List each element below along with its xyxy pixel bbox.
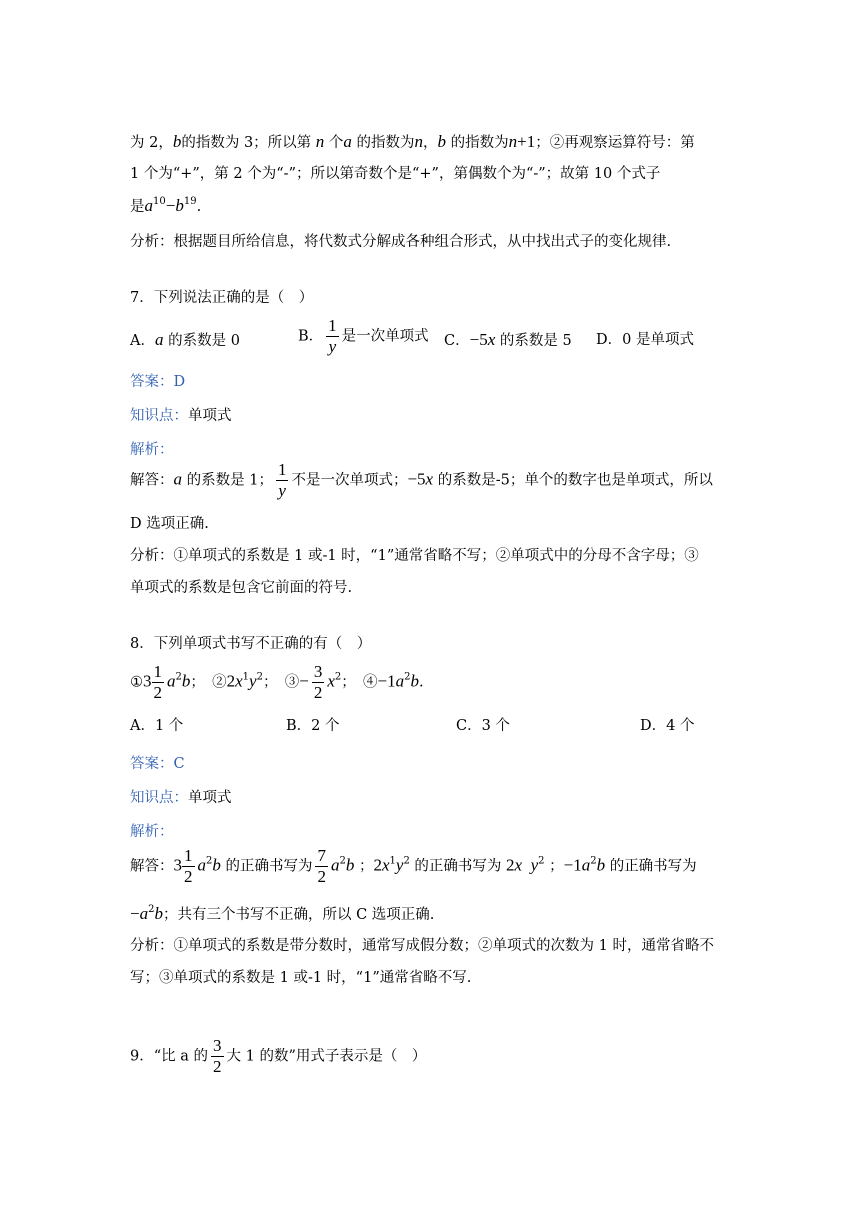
q8-answer: 答案：C bbox=[130, 756, 185, 772]
q6-analysis: 分析：根据题目所给信息，将代数式分解成各种组合形式，从中找出式子的变化规律. bbox=[130, 234, 672, 250]
q8-items: ①3 $\frac{1}{2}$ $a^2b$； $②2x^1y^2$； ③− $\frac{3}{2}$ $x^2$； $④-1a^2b$. bbox=[130, 662, 424, 702]
q7-analysis-line-2: 单项式的系数是包含它前面的符号. bbox=[130, 580, 353, 596]
q7-solution-line-1: 解答：a 的系数是 1； $\frac{1}{y}$ 不是一次单项式；−5x 的系数是-5；单个的数字也是单项式，所以 bbox=[130, 460, 713, 500]
q6-solution-line-1: 为 2，b的指数为 3；所以第 n 个a 的指数为n，b 的指数为n+1；②再观察运算符号：第 bbox=[130, 132, 695, 151]
q8-analysis-line-1: 分析：①单项式的系数是带分数时，通常写成假分数；②单项式的次数为 1 时，通常省略不 bbox=[130, 938, 714, 954]
q7-option-b: B． $\frac{1}{y}$ 是一次单项式 bbox=[298, 316, 429, 356]
q8-option-c: C．3 个 bbox=[456, 718, 510, 734]
q6-solution-line-2: 1 个为“+”，第 2 个为“-”；所以第奇数个是“+”，第偶数个为“-”；故第 10 个式子 bbox=[130, 166, 661, 182]
q8-solution-line-1: 解答：3 $\frac{1}{2}$ $a^2b$ 的正确书写为 $\frac{7}{2}$ $a^2b$ ；$2x^1y^2$ 的正确书写为 2x $y^2$ ；$-1a^2b$ 的正确书写为 bbox=[130, 846, 697, 886]
q7-title: 7．下列说法正确的是（ ） bbox=[130, 290, 314, 306]
q8-option-a: A．1 个 bbox=[130, 718, 184, 734]
q8-option-b: B．2 个 bbox=[286, 718, 340, 734]
q7-knowledge-point: 知识点：单项式 bbox=[130, 408, 232, 424]
q7-answer: 答案：D bbox=[130, 374, 186, 390]
q7-analysis-line-1: 分析：①单项式的系数是 1 或-1 时，“1”通常省略不写；②单项式中的分母不含字母；③ bbox=[130, 548, 699, 564]
q8-option-d: D．4 个 bbox=[640, 718, 695, 734]
q8-analysis-line-2: 写；③单项式的系数是 1 或-1 时，“1”通常省略不写. bbox=[130, 970, 472, 986]
q8-solution-line-2: $-a^2b$；共有三个书写不正确，所以 C 选项正确. bbox=[130, 904, 435, 923]
q7-option-c: C．−5x 的系数是 5 bbox=[444, 330, 572, 349]
q6-solution-line-3: 是$a^{10}-b^{19}$. bbox=[130, 196, 202, 215]
q9-title: 9．“比 a 的 $\frac{3}{2}$ 大 1 的数”用式子表示是（ ） bbox=[130, 1036, 427, 1076]
q8-knowledge-point: 知识点：单项式 bbox=[130, 790, 232, 806]
q8-title: 8．下列单项式书写不正确的有（ ） bbox=[130, 636, 372, 652]
q7-solution-line-2: D 选项正确. bbox=[130, 516, 209, 532]
q7-option-d: D．0 是单项式 bbox=[596, 332, 694, 348]
q7-jiexi: 解析： bbox=[130, 442, 174, 458]
q7-option-a: A．a 的系数是 0 bbox=[130, 330, 240, 349]
q8-jiexi: 解析： bbox=[130, 824, 174, 840]
